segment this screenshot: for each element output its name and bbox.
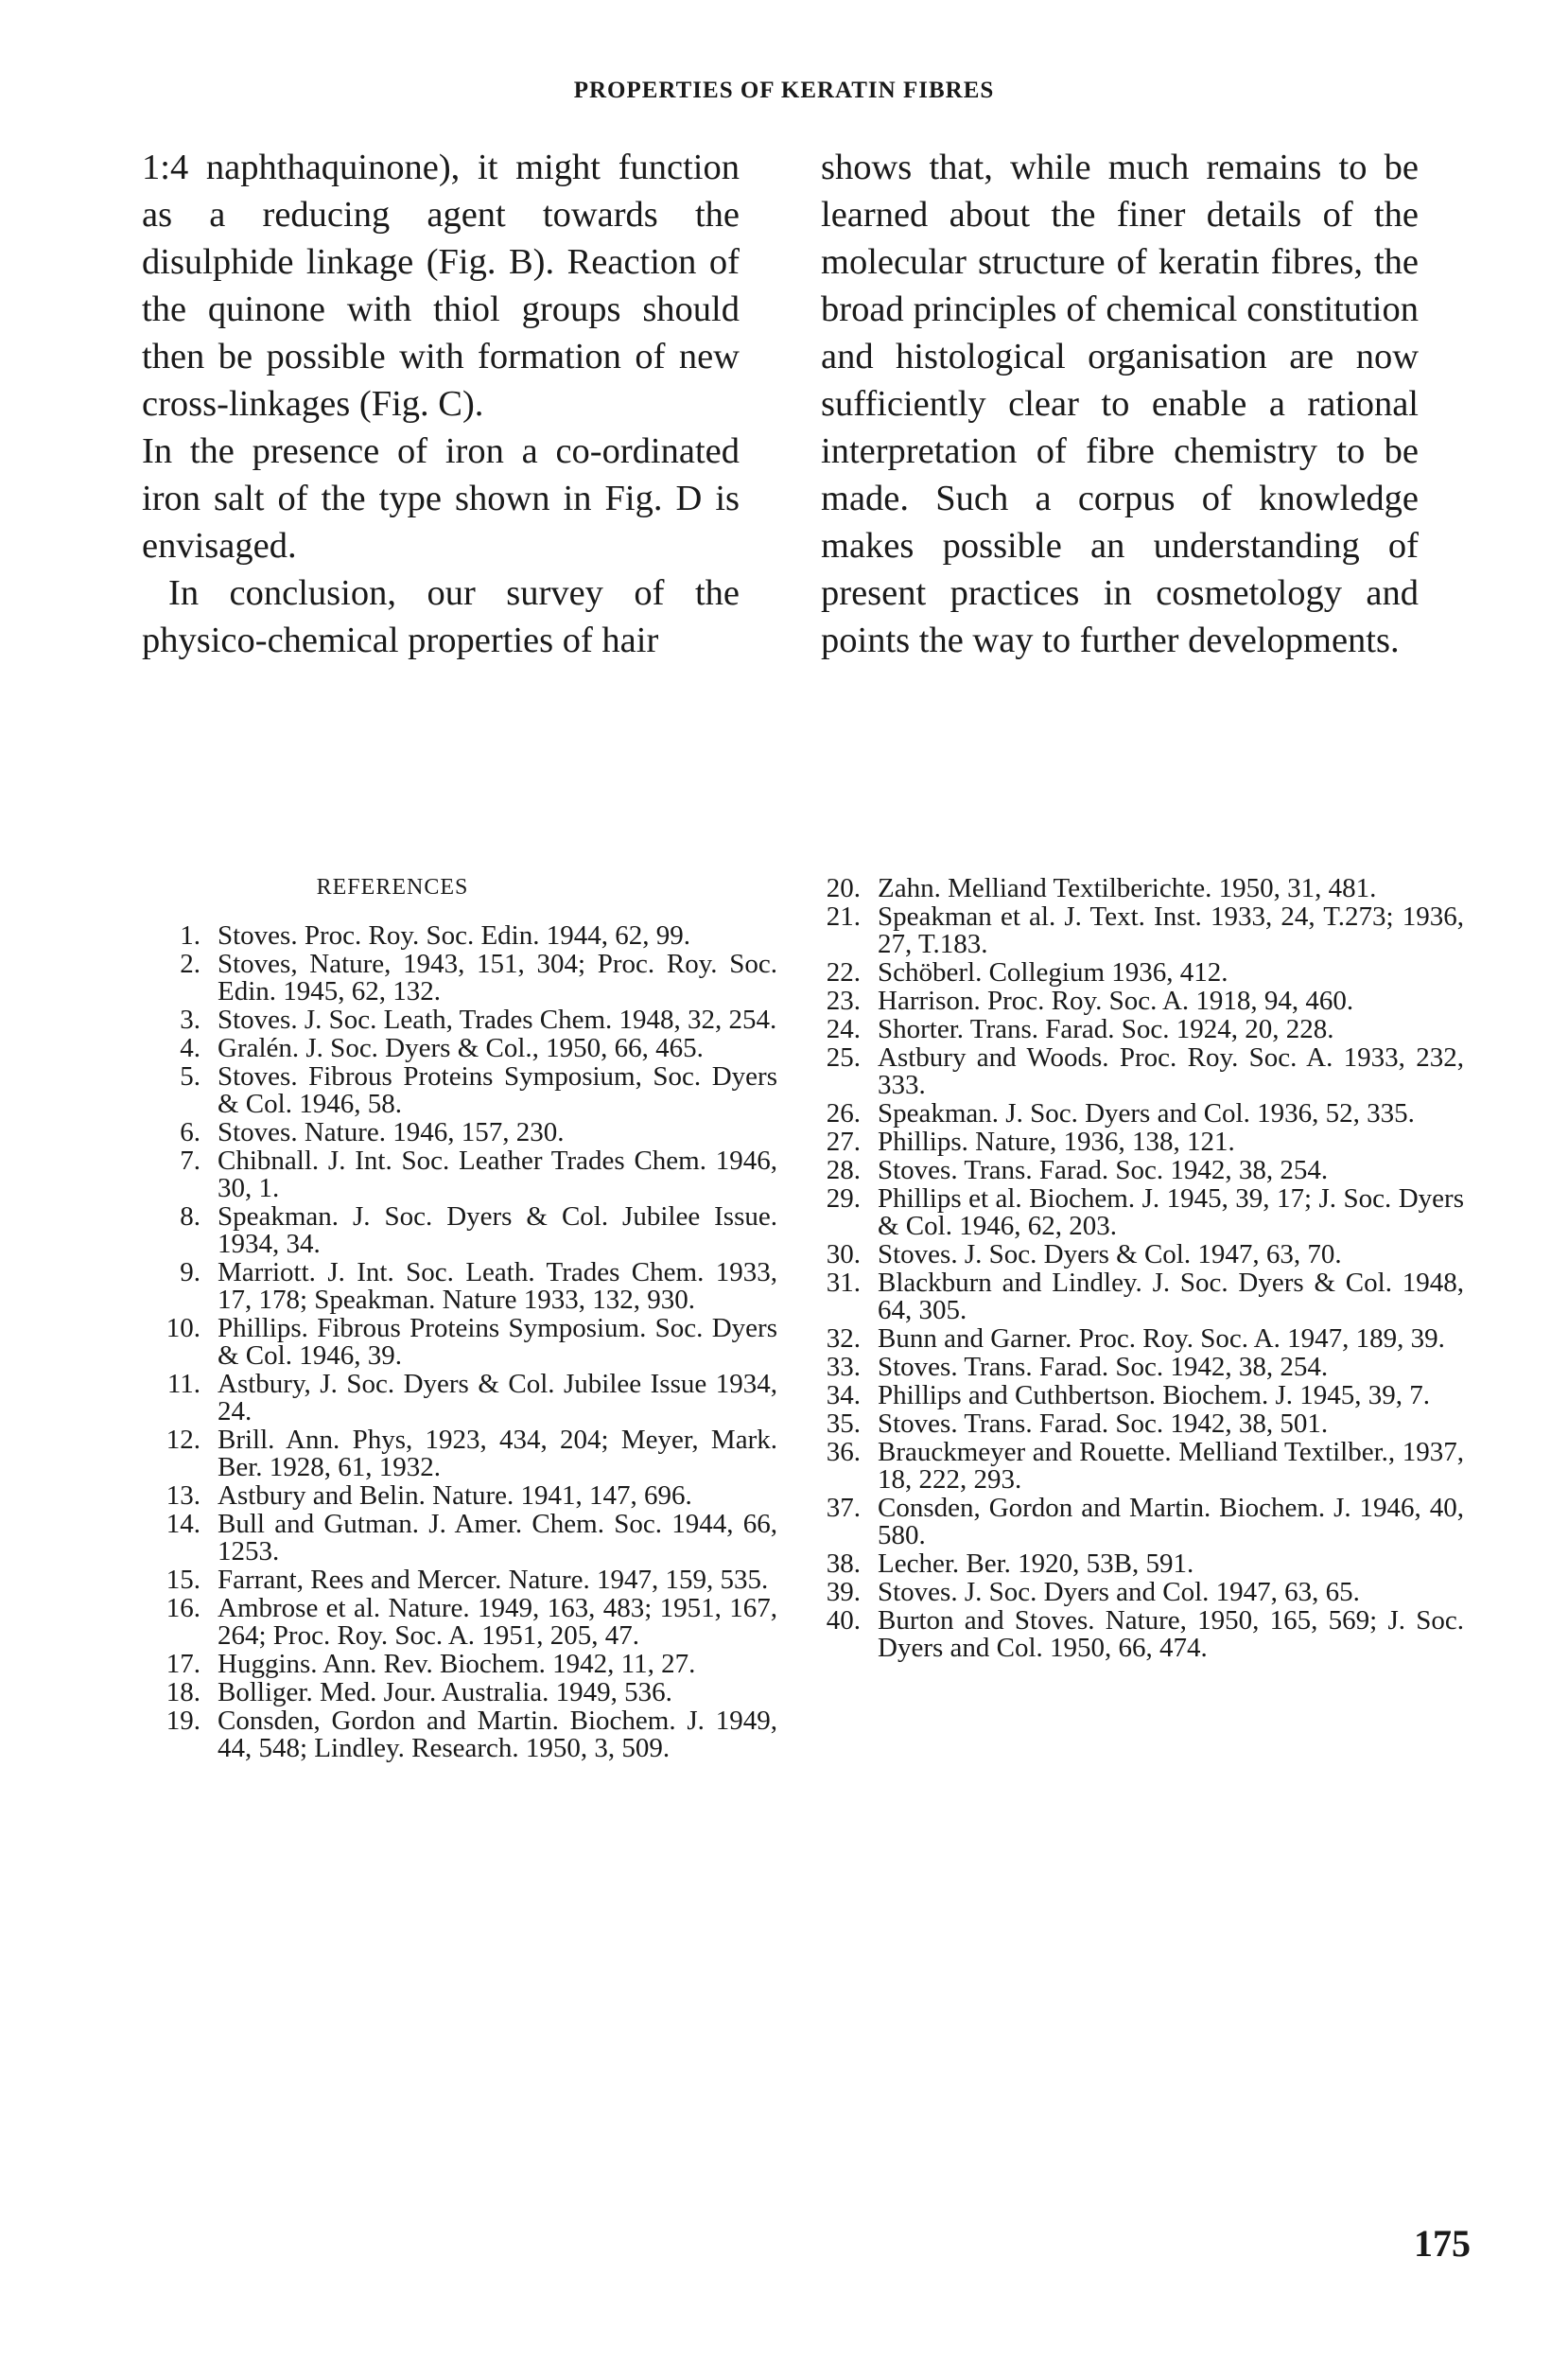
reference-number: 2. <box>180 949 200 979</box>
reference-item <box>142 1063 777 1118</box>
reference-item <box>802 1157 1464 1184</box>
reference-item <box>802 1100 1464 1128</box>
page-number: 175 <box>1414 2222 1471 2265</box>
reference-number: 31. <box>826 1268 861 1298</box>
reference-number: 21. <box>826 901 861 932</box>
reference-number: 35. <box>826 1409 861 1439</box>
reference-number: 3. <box>180 1005 200 1035</box>
reference-number: 8. <box>180 1201 200 1232</box>
reference-item <box>142 1119 777 1146</box>
reference-item <box>142 1035 777 1062</box>
reference-text: Stoves. Trans. Farad. Soc. 1942, 38, 254. <box>878 1352 1329 1382</box>
body-column-right <box>821 144 1419 664</box>
reference-number: 36. <box>826 1437 861 1467</box>
reference-number: 32. <box>826 1323 861 1354</box>
reference-text: Stoves. Trans. Farad. Soc. 1942, 38, 254. <box>878 1155 1329 1185</box>
reference-item <box>142 1595 777 1650</box>
running-header: PROPERTIES OF KERATIN FIBRES <box>573 78 995 103</box>
reference-text: Burton and Stoves. Nature, 1950, 165, 569; J. Soc. Dyers and Col. 1950, 66, 474. <box>878 1605 1464 1663</box>
reference-item <box>802 1354 1464 1381</box>
reference-number: 29. <box>826 1183 861 1214</box>
body-paragraph: shows that, while much remains to be learned about the finer details of the molecular structure of keratin fibres, the broad principles of chemical constitution and histological organisation are now sufficiently clear to enable a rational interpretation of fibre chemistry to be made. Such a corpus of knowledge makes possible an understanding of present practices in cosmetology and points the way to further developments. <box>821 148 1419 660</box>
reference-text: Schöberl. Collegium 1936, 412. <box>878 957 1228 988</box>
reference-text: Phillips et al. Biochem. J. 1945, 39, 17; J. Soc. Dyers & Col. 1946, 62, 203. <box>878 1183 1464 1241</box>
reference-number: 27. <box>826 1127 861 1157</box>
reference-text: Stoves. J. Soc. Dyers & Col. 1947, 63, 70. <box>878 1239 1342 1269</box>
reference-text: Astbury and Woods. Proc. Roy. Soc. A. 1933, 232, 333. <box>878 1042 1464 1100</box>
reference-text: Astbury and Belin. Nature. 1941, 147, 696. <box>218 1480 692 1511</box>
reference-number: 22. <box>826 957 861 988</box>
reference-text: Chibnall. J. Int. Soc. Leather Trades Chem. 1946, 30, 1. <box>218 1146 777 1203</box>
reference-text: Phillips. Fibrous Proteins Symposium. Soc. Dyers & Col. 1946, 39. <box>218 1313 777 1371</box>
reference-number: 20. <box>826 873 861 903</box>
reference-item <box>802 875 1464 902</box>
reference-number: 11. <box>166 1369 200 1399</box>
reference-item <box>142 951 777 1006</box>
reference-item <box>802 959 1464 987</box>
reference-item <box>142 1315 777 1370</box>
reference-number: 23. <box>826 986 861 1016</box>
reference-text: Lecher. Ber. 1920, 53B, 591. <box>878 1549 1194 1579</box>
references-heading: REFERENCES <box>316 875 469 900</box>
reference-text: Farrant, Rees and Mercer. Nature. 1947, 159, 535. <box>218 1565 769 1595</box>
reference-number: 33. <box>826 1352 861 1382</box>
reference-item <box>802 1550 1464 1578</box>
reference-number: 19. <box>166 1706 200 1736</box>
reference-number: 4. <box>180 1033 200 1063</box>
reference-text: Shorter. Trans. Farad. Soc. 1924, 20, 228. <box>878 1014 1334 1044</box>
reference-text: Gralén. J. Soc. Dyers & Col., 1950, 66, 465. <box>218 1033 704 1063</box>
reference-item <box>802 1185 1464 1240</box>
reference-text: Speakman. J. Soc. Dyers and Col. 1936, 52, 335. <box>878 1098 1415 1129</box>
reference-text: Stoves, Nature, 1943, 151, 304; Proc. Roy. Soc. Edin. 1945, 62, 132. <box>218 949 777 1006</box>
reference-number: 6. <box>180 1117 200 1147</box>
reference-item <box>142 1679 777 1706</box>
reference-item <box>142 1511 777 1566</box>
reference-number: 9. <box>180 1257 200 1287</box>
body-column-left <box>142 144 740 664</box>
reference-number: 10. <box>166 1313 200 1343</box>
reference-item <box>802 1241 1464 1269</box>
reference-text: Marriott. J. Int. Soc. Leath. Trades Chem. 1933, 17, 178; Speakman. Nature 1933, 132, 930. <box>218 1257 777 1315</box>
body-paragraph: In the presence of iron a co-ordinated iron salt of the type shown in Fig. D is envisaged. <box>142 431 740 566</box>
reference-text: Bull and Gutman. J. Amer. Chem. Soc. 1944, 66, 1253. <box>218 1509 777 1566</box>
reference-item <box>802 1382 1464 1409</box>
reference-item <box>142 1371 777 1426</box>
reference-number: 26. <box>826 1098 861 1129</box>
reference-item <box>802 1016 1464 1043</box>
reference-number: 17. <box>166 1649 200 1679</box>
reference-number: 39. <box>826 1577 861 1607</box>
reference-number: 24. <box>826 1014 861 1044</box>
reference-item <box>802 1495 1464 1549</box>
reference-text: Speakman. J. Soc. Dyers & Col. Jubilee Issue. 1934, 34. <box>218 1201 777 1259</box>
reference-text: Harrison. Proc. Roy. Soc. A. 1918, 94, 460. <box>878 986 1354 1016</box>
reference-text: Stoves. Fibrous Proteins Symposium, Soc. Dyers & Col. 1946, 58. <box>218 1061 777 1119</box>
reference-text: Bolliger. Med. Jour. Australia. 1949, 536. <box>218 1677 672 1707</box>
reference-item <box>802 1269 1464 1324</box>
reference-text: Ambrose et al. Nature. 1949, 163, 483; 1951, 167, 264; Proc. Roy. Soc. A. 1951, 205, 47. <box>218 1593 777 1651</box>
reference-number: 30. <box>826 1239 861 1269</box>
reference-number: 34. <box>826 1380 861 1410</box>
reference-text: Stoves. Proc. Roy. Soc. Edin. 1944, 62, 99. <box>218 920 690 951</box>
reference-item <box>802 1129 1464 1156</box>
reference-item <box>142 1426 777 1481</box>
reference-text: Phillips and Cuthbertson. Biochem. J. 1945, 39, 7. <box>878 1380 1431 1410</box>
reference-item <box>802 1044 1464 1099</box>
reference-item <box>802 1607 1464 1662</box>
reference-number: 25. <box>826 1042 861 1073</box>
reference-item <box>142 922 777 950</box>
reference-number: 7. <box>180 1146 200 1176</box>
reference-item <box>142 1147 777 1202</box>
reference-number: 16. <box>166 1593 200 1623</box>
reference-item <box>802 988 1464 1015</box>
reference-text: Stoves. Trans. Farad. Soc. 1942, 38, 501. <box>878 1409 1329 1439</box>
reference-text: Consden, Gordon and Martin. Biochem. J. 1946, 40, 580. <box>878 1493 1464 1550</box>
reference-number: 12. <box>166 1425 200 1455</box>
reference-item <box>802 1439 1464 1494</box>
reference-item <box>802 1579 1464 1606</box>
reference-number: 5. <box>180 1061 200 1092</box>
body-paragraph: In conclusion, our survey of the physico-chemical properties of hair <box>142 573 740 660</box>
reference-item <box>142 1203 777 1258</box>
reference-text: Blackburn and Lindley. J. Soc. Dyers & Col. 1948, 64, 305. <box>878 1268 1464 1325</box>
reference-text: Brill. Ann. Phys, 1923, 434, 204; Meyer, Mark. Ber. 1928, 61, 1932. <box>218 1425 777 1482</box>
reference-text: Bunn and Garner. Proc. Roy. Soc. A. 1947, 189, 39. <box>878 1323 1445 1354</box>
references-list-right <box>802 875 1464 1663</box>
reference-text: Stoves. J. Soc. Leath, Trades Chem. 1948, 32, 254. <box>218 1005 777 1035</box>
reference-number: 38. <box>826 1549 861 1579</box>
reference-number: 37. <box>826 1493 861 1523</box>
reference-text: Huggins. Ann. Rev. Biochem. 1942, 11, 27. <box>218 1649 696 1679</box>
reference-text: Stoves. J. Soc. Dyers and Col. 1947, 63, 65. <box>878 1577 1360 1607</box>
reference-text: Brauckmeyer and Rouette. Melliand Textilber., 1937, 18, 222, 293. <box>878 1437 1464 1495</box>
reference-number: 13. <box>166 1480 200 1511</box>
reference-text: Zahn. Melliand Textilberichte. 1950, 31, 481. <box>878 873 1377 903</box>
reference-number: 28. <box>826 1155 861 1185</box>
reference-text: Astbury, J. Soc. Dyers & Col. Jubilee Issue 1934, 24. <box>218 1369 777 1426</box>
reference-item <box>802 1410 1464 1438</box>
reference-text: Speakman et al. J. Text. Inst. 1933, 24, T.273; 1936, 27, T.183. <box>878 901 1464 959</box>
reference-item <box>142 1707 777 1762</box>
reference-text: Stoves. Nature. 1946, 157, 230. <box>218 1117 565 1147</box>
reference-item <box>142 1006 777 1034</box>
reference-item <box>142 1651 777 1678</box>
reference-text: Consden, Gordon and Martin. Biochem. J. 1949, 44, 548; Lindley. Research. 1950, 3, 509. <box>218 1706 777 1763</box>
reference-number: 1. <box>180 920 200 951</box>
reference-number: 40. <box>826 1605 861 1636</box>
reference-number: 15. <box>166 1565 200 1595</box>
reference-item <box>802 1325 1464 1353</box>
reference-item <box>142 1566 777 1594</box>
reference-item <box>802 903 1464 958</box>
reference-number: 18. <box>166 1677 200 1707</box>
body-paragraph: 1:4 naphthaquinone), it might function as a reducing agent towards the disulphide linkage (Fig. B). Reaction of the quinone with thiol groups should then be possible with formation of new cross-linkages (Fig. C). <box>142 148 740 424</box>
reference-text: Phillips. Nature, 1936, 138, 121. <box>878 1127 1235 1157</box>
references-list-left <box>142 922 777 1763</box>
reference-number: 14. <box>166 1509 200 1539</box>
reference-item <box>142 1259 777 1314</box>
reference-item <box>142 1482 777 1510</box>
